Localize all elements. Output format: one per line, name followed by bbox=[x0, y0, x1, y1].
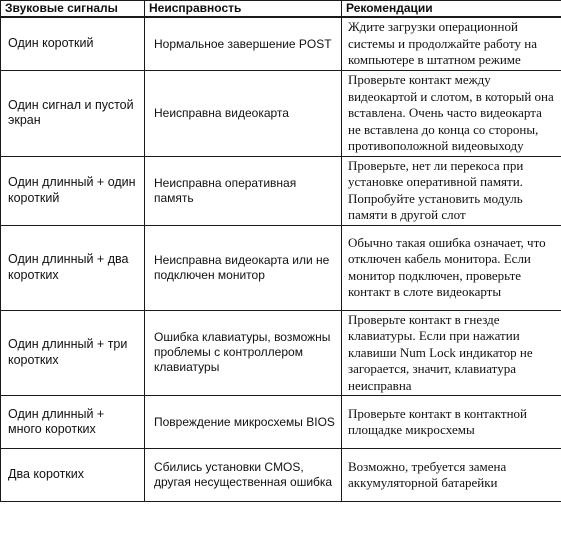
table-row bbox=[1, 225, 561, 310]
recommendation-cell: Обычно такая ошибка означает, что отключен кабель монитора. Если монитор подключен, проверьте контакт в слоте видеокарты bbox=[342, 225, 561, 310]
fault-cell: Нормальное завершение POST bbox=[145, 17, 342, 71]
fault-cell: Сбились установки CMOS, другая несущественная ошибка bbox=[145, 449, 342, 502]
table-row bbox=[1, 71, 561, 157]
recommendation-cell: Проверьте, нет ли перекоса при установке оперативной памяти. Попробуйте установить модуль памяти в другой слот bbox=[342, 156, 561, 225]
header-fault: Неисправность bbox=[145, 1, 342, 18]
beep-signal-cell: Один длинный + два коротких bbox=[1, 225, 145, 310]
beep-signal-cell: Один короткий bbox=[1, 17, 145, 71]
fault-cell: Неисправна оперативная память bbox=[145, 156, 342, 225]
fault-cell: Неисправна видеокарта или не подключен монитор bbox=[145, 225, 342, 310]
header-beep-signals: Звуковые сигналы bbox=[1, 1, 145, 18]
beep-signal-cell: Один длинный + много коротких bbox=[1, 396, 145, 449]
table-row bbox=[1, 310, 561, 396]
table-row bbox=[1, 396, 561, 449]
beep-signal-cell: Один длинный + три коротких bbox=[1, 310, 145, 396]
header-row bbox=[1, 1, 561, 18]
recommendation-cell: Ждите загрузки операционной системы и продолжайте работу на компьютере в штатном режиме bbox=[342, 17, 561, 71]
beep-signal-cell: Два коротких bbox=[1, 449, 145, 502]
recommendation-cell: Проверьте контакт в гнезде клавиатуры. Если при нажатии клавиши Num Lock индикатор не загорается, значит, клавиатура неисправна bbox=[342, 310, 561, 396]
beep-signal-cell: Один длинный + один короткий bbox=[1, 156, 145, 225]
fault-cell: Неисправна видеокарта bbox=[145, 71, 342, 157]
beep-signal-cell: Один сигнал и пустой экран bbox=[1, 71, 145, 157]
header-recommendations: Рекомендации bbox=[342, 1, 561, 18]
table-row bbox=[1, 449, 561, 502]
recommendation-cell: Проверьте контакт в контактной площадке микросхемы bbox=[342, 396, 561, 449]
fault-cell: Ошибка клавиатуры, возможны проблемы с контроллером клавиатуры bbox=[145, 310, 342, 396]
table-row bbox=[1, 17, 561, 71]
recommendation-cell: Проверьте контакт между видеокартой и слотом, в который она вставлена. Очень часто видеокарта не вставлена до конца со стороны, противоположной видеовыходу bbox=[342, 71, 561, 157]
table-row bbox=[1, 156, 561, 225]
fault-cell: Повреждение микросхемы BIOS bbox=[145, 396, 342, 449]
recommendation-cell: Возможно, требуется замена аккумуляторной батарейки bbox=[342, 449, 561, 502]
